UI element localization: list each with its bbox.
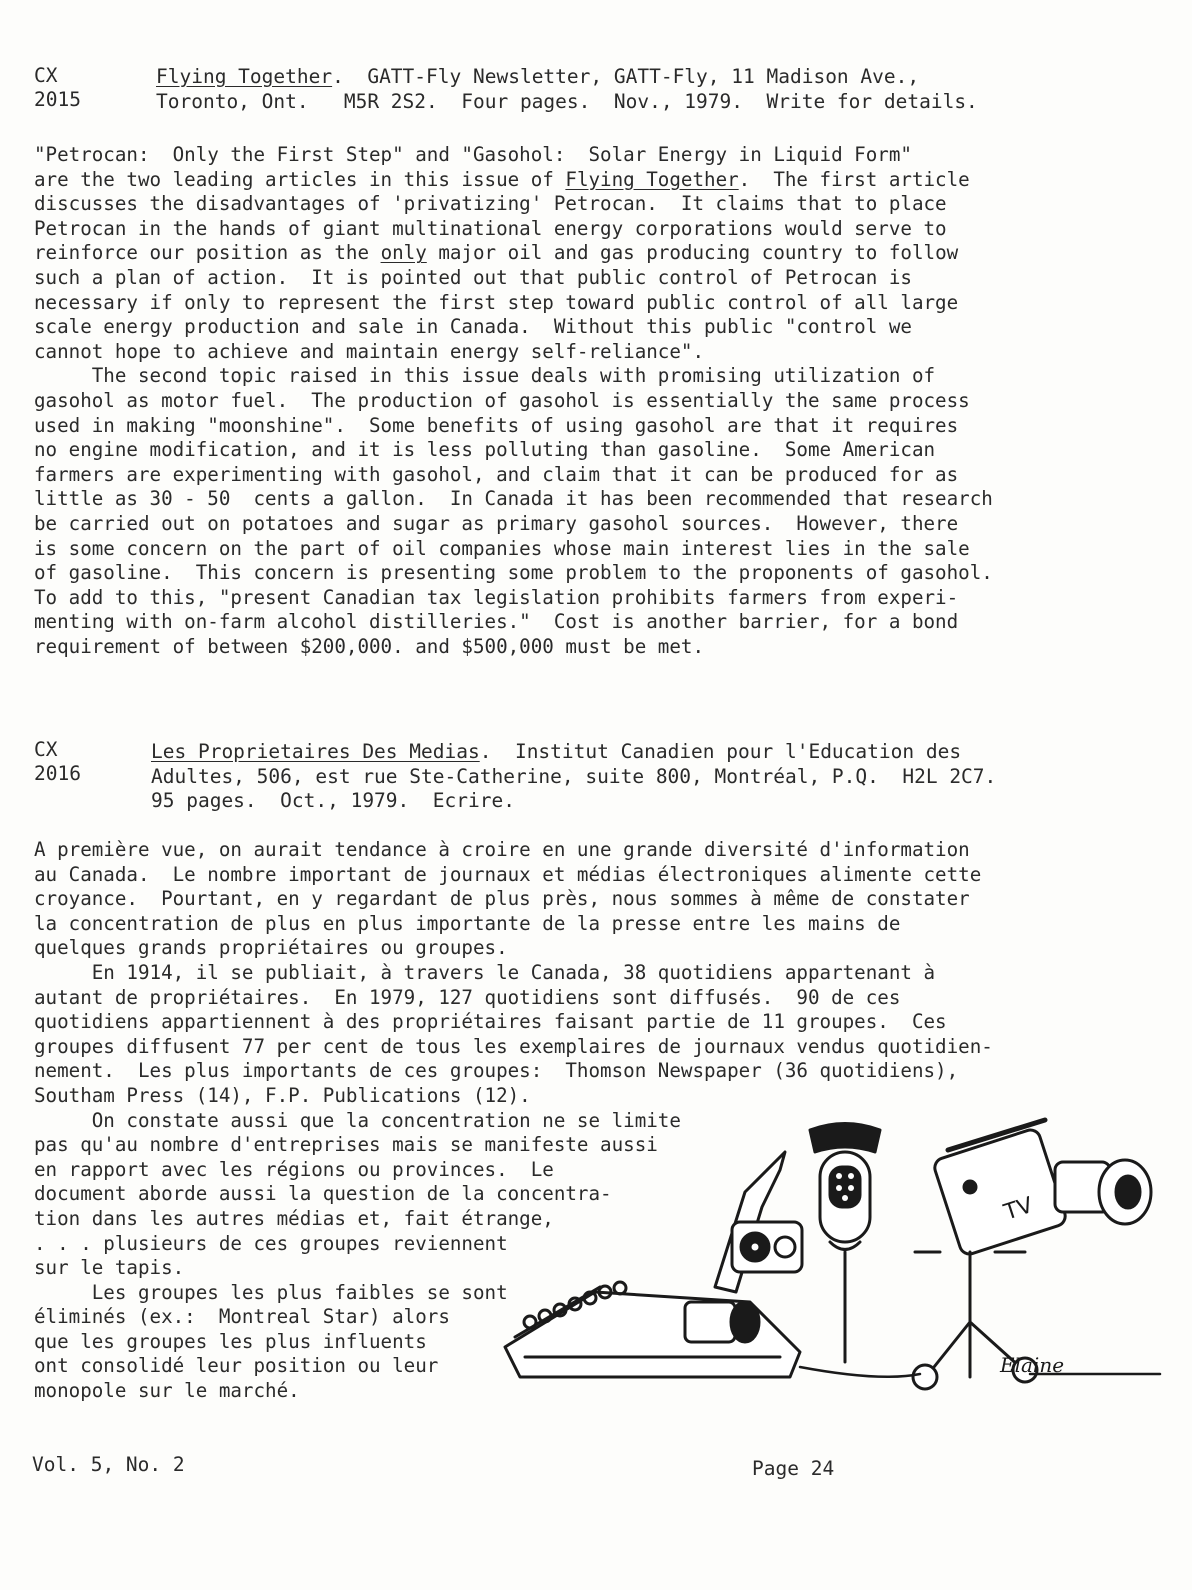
code-prefix: CX xyxy=(34,738,58,761)
text-line: quotidiens appartiennent à des propriétaires faisant partie de 11 groupes. Ces xyxy=(34,1010,947,1034)
microphone-icon xyxy=(810,1124,880,1363)
recorder-icon xyxy=(732,1222,802,1272)
citation-line: Adultes, 506, est rue Ste-Catherine, suite 800, Montréal, P.Q. H2L 2C7. xyxy=(151,764,997,788)
text-line: autant de propriétaires. En 1979, 127 quotidiens sont diffusés. 90 de ces xyxy=(34,985,901,1009)
text-line: sur le tapis. xyxy=(34,1256,185,1280)
citation-line: Toronto, Ont. M5R 2S2. Four pages. Nov., 1979. Write for details. xyxy=(156,89,978,113)
code-number: 2015 xyxy=(34,88,81,111)
publication-title: Flying Together xyxy=(156,65,333,88)
text-line: au Canada. Le nombre important de journaux et médias électroniques alimente cette xyxy=(34,862,982,886)
media-illustration xyxy=(500,1112,1180,1412)
text-line: quelques grands propriétaires ou groupes. xyxy=(34,936,508,960)
publication-title-ref: Flying Together xyxy=(565,167,739,191)
text-line: pas qu'au nombre d'entreprises mais se manifeste aussi xyxy=(34,1133,658,1157)
entry-citation xyxy=(156,65,1036,114)
text-line: éliminés (ex.: Montreal Star) alors xyxy=(34,1305,450,1329)
text-line: Les groupes les plus faibles se sont xyxy=(34,1280,508,1304)
text-line xyxy=(34,168,993,193)
text-line: A première vue, on aurait tendance à croire en une grande diversité d'information xyxy=(34,838,970,861)
text-line: To add to this, "present Canadian tax legislation prohibits farmers from experi- xyxy=(34,585,959,609)
text-line: be carried out on potatoes and sugar as primary gasohol sources. However, there xyxy=(34,511,959,535)
text-span: . The first article xyxy=(738,167,970,191)
text-line: ont consolidé leur position ou leur xyxy=(34,1354,439,1378)
text-line: tion dans les autres médias et, fait étrange, xyxy=(34,1206,554,1230)
text-line: Southam Press (14), F.P. Publications (12). xyxy=(34,1083,531,1107)
text-line: used in making "moonshine". Some benefits of using gasohol are that it requires xyxy=(34,413,959,437)
text-line: En 1914, il se publiait, à travers le Canada, 38 quotidiens appartenant à xyxy=(34,960,936,984)
text-line: no engine modification, and it is less polluting than gasoline. Some American xyxy=(34,438,936,462)
citation-line: 95 pages. Oct., 1979. Ecrire. xyxy=(151,789,515,812)
text-line: Petrocan in the hands of giant multinational energy corporations would serve to xyxy=(34,216,947,240)
entry-abstract xyxy=(34,143,993,659)
text-line: discusses the disadvantages of 'privatizing' Petrocan. It claims that to place xyxy=(34,192,947,216)
page-number: Page 24 xyxy=(752,1457,835,1480)
citation-line: . Institut Canadien pour l'Education des xyxy=(479,740,962,763)
text-line: farmers are experimenting with gasohol, and claim that it can be produced for as xyxy=(34,462,959,486)
text-line: requirement of between $200,000. and $500,000 must be met. xyxy=(34,634,705,658)
text-span: reinforce our position as the xyxy=(34,241,381,265)
text-span: major oil and gas producing country to follow xyxy=(426,241,959,265)
code-number: 2016 xyxy=(34,762,81,785)
entry-code xyxy=(34,738,81,786)
text-line: . . . plusieurs de ces groupes reviennent xyxy=(34,1231,508,1255)
text-line: groupes diffusent 77 per cent de tous les exemplaires de journaux vendus quotidien- xyxy=(34,1034,993,1058)
text-line: gasohol as motor fuel. The production of gasohol is essentially the same process xyxy=(34,388,970,412)
text-line: On constate aussi que la concentration ne se limite xyxy=(34,1108,681,1132)
text-line: "Petrocan: Only the First Step" and "Gasohol: Solar Energy in Liquid Form" xyxy=(34,143,912,166)
text-line: necessary if only to represent the first step toward public control of all large xyxy=(34,290,959,314)
tv-label: TV xyxy=(1001,1192,1036,1226)
text-line: document aborde aussi la question de la concentra- xyxy=(34,1182,612,1206)
citation-line: . GATT-Fly Newsletter, GATT-Fly, 11 Madison Ave., xyxy=(332,65,920,88)
text-line: is some concern on the part of oil companies whose main interest lies in the sale xyxy=(34,536,970,560)
text-line: of gasoline. This concern is presenting some problem to the proponents of gasohol. xyxy=(34,561,993,585)
text-line xyxy=(34,241,993,266)
text-line: The second topic raised in this issue deals with promising utilization of xyxy=(34,364,936,388)
text-line: la concentration de plus en plus importante de la presse entre les mains de xyxy=(34,911,901,935)
text-line: such a plan of action. It is pointed out that public control of Petrocan is xyxy=(34,265,912,289)
camera-lens-icon xyxy=(685,1302,759,1342)
volume-number: Vol. 5, No. 2 xyxy=(32,1453,185,1476)
publication-title: Les Proprietaires Des Medias xyxy=(151,740,480,763)
text-line: monopole sur le marché. xyxy=(34,1379,300,1403)
text-line: croyance. Pourtant, en y regardant de plus près, nous sommes à même de constater xyxy=(34,887,970,911)
tv-camera-icon xyxy=(913,1120,1151,1389)
entry-code xyxy=(34,64,81,112)
text-line: nement. Les plus importants de ces groupes: Thomson Newspaper (36 quotidiens), xyxy=(34,1059,959,1083)
code-prefix: CX xyxy=(34,64,58,87)
text-line: scale energy production and sale in Canada. Without this public "control we xyxy=(34,315,912,339)
text-line: en rapport avec les régions ou provinces. Le xyxy=(34,1157,554,1181)
emphasis-word: only xyxy=(380,241,427,265)
text-line: que les groupes les plus influents xyxy=(34,1329,427,1353)
text-line: little as 30 - 50 cents a gallon. In Canada it has been recommended that research xyxy=(34,487,993,511)
entry-citation xyxy=(151,740,1031,814)
text-line: menting with on-farm alcohol distilleries." Cost is another barrier, for a bond xyxy=(34,610,959,634)
artist-signature: Elaine xyxy=(1000,1353,1065,1377)
text-line: cannot hope to achieve and maintain energy self-reliance". xyxy=(34,339,705,363)
text-span: are the two leading articles in this issue of xyxy=(34,167,566,191)
